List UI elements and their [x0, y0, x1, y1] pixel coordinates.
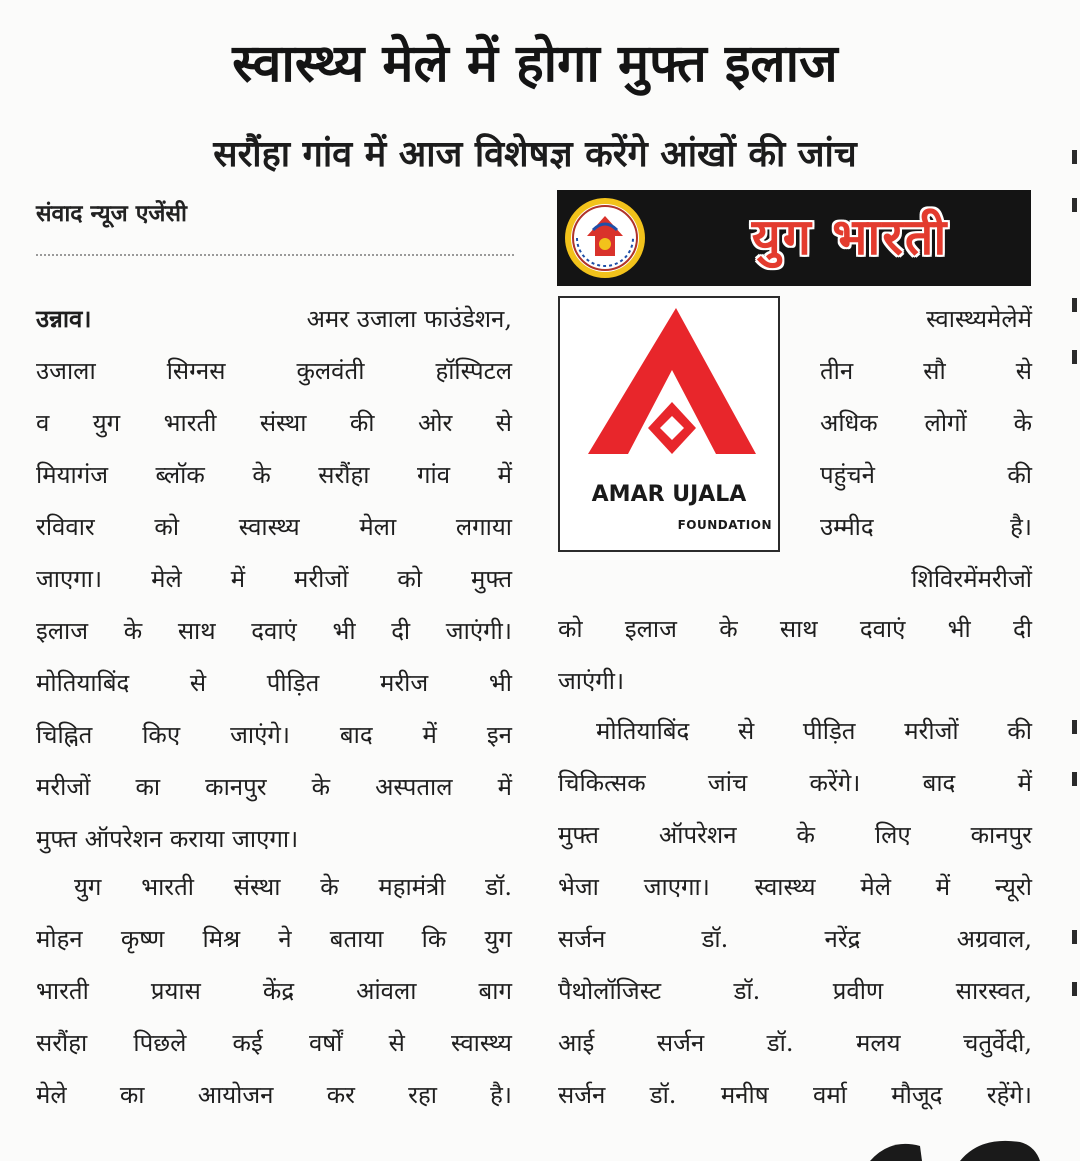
article-line: भारती प्रयास केंद्र आंवला बाग [36, 977, 512, 1005]
amar-ujala-a-mark-icon [584, 304, 760, 472]
subheadline: सरौंहा गांव में आज विशेषज्ञ करेंगे आंखों की जांच [213, 133, 857, 175]
article-line: व युग भारती संस्था की ओर से [36, 409, 512, 437]
article-line: को इलाज के साथ दवाएं भी दी [558, 615, 1032, 643]
yug-bharti-emblem-icon [563, 196, 647, 280]
article-line: पैथोलॉजिस्ट डॉ. प्रवीण सारस्वत, [558, 977, 1032, 1005]
margin-mark [1072, 198, 1077, 212]
article-line-text: अमर उजाला फाउंडेशन, [306, 305, 512, 333]
article-line: शिविर में मरीजों [911, 565, 1032, 593]
article-line: जाएंगी। [558, 667, 625, 695]
article-line: चिह्नित किए जाएंगे। बाद में इन [36, 721, 512, 749]
article-line: मोतियाबिंद से पीड़ित मरीज भी [36, 669, 512, 697]
article-line [36, 294, 512, 344]
margin-mark [1072, 982, 1077, 996]
margin-mark [1072, 150, 1077, 164]
article-line: आई सर्जन डॉ. मलय चतुर्वेदी, [558, 1029, 1032, 1057]
article-line: अधिक लोगों के [820, 409, 1032, 437]
article-line: रविवार को स्वास्थ्य मेला लगाया [36, 513, 512, 541]
margin-mark [1072, 930, 1077, 944]
next-article-fragment [850, 1132, 1050, 1161]
margin-mark [1072, 720, 1077, 734]
article-line: सर्जन डॉ. नरेंद्र अग्रवाल, [558, 925, 1032, 953]
article-line: मरीजों का कानपुर के अस्पताल में [36, 773, 512, 801]
article-line: उम्मीद है। [820, 513, 1032, 541]
article-line: उजाला सिग्नस कुलवंती हॉस्पिटल [36, 357, 512, 385]
amar-ujala-subtitle: FOUNDATION [677, 518, 772, 532]
article-line: पहुंचने की [820, 461, 1032, 489]
article-line: युग भारती संस्था के महामंत्री डॉ. [74, 873, 512, 901]
article-line: स्वास्थ्य मेले में [926, 305, 1032, 333]
article-line: सर्जन डॉ. मनीष वर्मा मौजूद रहेंगे। [558, 1081, 1032, 1109]
article-line: मुफ्त ऑपरेशन कराया जाएगा। [36, 825, 299, 853]
article-line: मुफ्त ऑपरेशन के लिए कानपुर [558, 821, 1032, 849]
margin-mark [1072, 350, 1077, 364]
article-line: मेले का आयोजन कर रहा है। [36, 1081, 512, 1109]
article-line: सरौंहा पिछले कई वर्षों से स्वास्थ्य [36, 1029, 512, 1057]
byline: संवाद न्यूज एजेंसी [36, 200, 188, 227]
article-line: मोतियाबिंद से पीड़ित मरीजों की [596, 717, 1032, 745]
yug-bharti-banner [557, 190, 1031, 286]
article-line: तीन सौ से [820, 357, 1032, 385]
yug-bharti-name: युग भारती [751, 207, 949, 266]
article-line: चिकित्सक जांच करेंगे। बाद में [558, 769, 1032, 797]
article-line: भेजा जाएगा। स्वास्थ्य मेले में न्यूरो [558, 873, 1032, 901]
dateline-place: उन्नाव। [36, 304, 92, 333]
article-line: जाएगा। मेले में मरीजों को मुफ्त [36, 565, 512, 593]
article-line: मोहन कृष्ण मिश्र ने बताया कि युग [36, 925, 512, 953]
byline-divider [36, 254, 514, 256]
margin-mark [1072, 772, 1077, 786]
amar-ujala-logo [558, 296, 780, 552]
headline: स्वास्थ्य मेले में होगा मुफ्त इलाज [232, 33, 838, 94]
article-line: मियागंज ब्लॉक के सरौंहा गांव में [36, 461, 512, 489]
article-line: इलाज के साथ दवाएं भी दी जाएंगी। [36, 617, 512, 645]
margin-mark [1072, 298, 1077, 312]
amar-ujala-name: AMAR UJALA [591, 482, 747, 507]
